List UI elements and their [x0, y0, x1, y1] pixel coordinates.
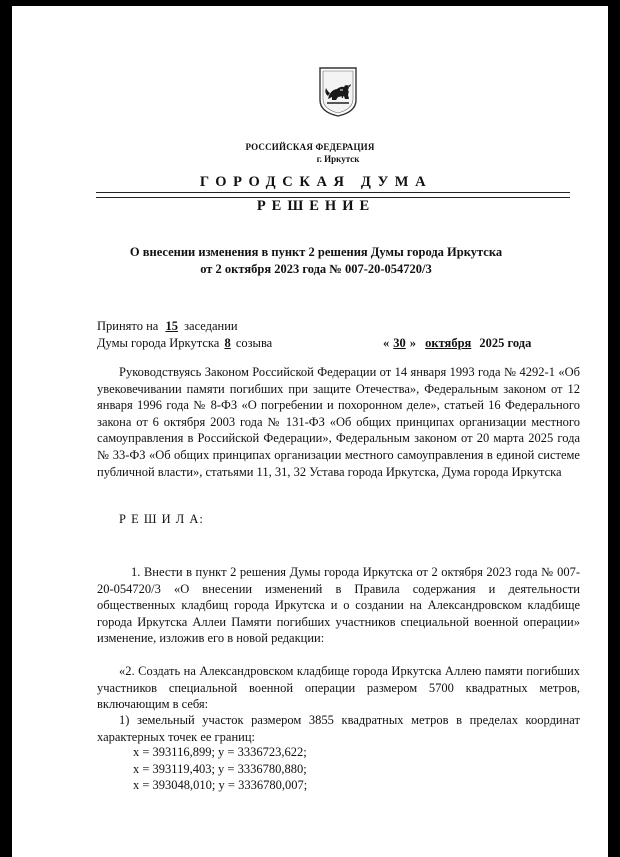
item-1-paragraph: [97, 564, 580, 647]
convocation-suffix: созыва: [235, 336, 273, 350]
session-number: 15: [165, 319, 178, 333]
date-day: 30: [393, 336, 406, 350]
subitem-1-text: 1) земельный участок размером 3855 квадратных метров в пределах координат характерных точек ее границ:: [97, 713, 580, 744]
document-type-title: РЕШЕНИЕ: [256, 198, 376, 214]
coordinate-row: х = 393048,010; у = 3336780,007;: [133, 778, 308, 792]
adoption-convocation-line: [97, 336, 272, 351]
subject-line-1: О внесении изменения в пункт 2 решения Думы города Иркутска: [129, 245, 503, 259]
date-month: октября: [425, 336, 472, 350]
duma-prefix: Думы города Иркутска: [97, 336, 220, 350]
subject-line-2: от 2 октября 2023 года № 007-20-054720/3: [200, 262, 432, 276]
coordinate-row: х = 393119,403; у = 3336780,880;: [133, 762, 307, 776]
adoption-date: [383, 336, 531, 351]
coordinate-row: х = 393116,899; у = 3336723,622;: [133, 745, 307, 759]
quoted-clause-paragraph: [97, 663, 580, 713]
date-open-quote: «: [383, 336, 390, 350]
preamble-paragraph: [97, 364, 580, 480]
date-close-quote: »: [409, 336, 416, 350]
adopted-prefix: Принято на: [97, 319, 159, 333]
decision-subject: [18, 244, 608, 278]
session-suffix: заседании: [184, 319, 238, 333]
date-year: 2025 года: [479, 336, 532, 350]
federation-title: РОССИЙСКАЯ ФЕДЕРАЦИЯ: [245, 142, 375, 152]
coat-of-arms-icon: [318, 66, 358, 118]
header-divider-top: [96, 192, 570, 193]
convocation-number: 8: [224, 336, 231, 350]
item-1-text: 1. Внести в пункт 2 решения Думы города Иркутска от 2 октября 2023 года № 007-20-054720/3 «О внесении изменений в Правила содержания и деятельности общественных кладбищ города Иркутска и о создании на Александровском кладбище города Иркутска Аллеи Памяти погибших участников специальной военной операции» изменение, изложив его в новой редакции:: [97, 565, 580, 646]
preamble-text: Руководствуясь Законом Российской Федерации от 14 января 1993 года № 4292-1 «Об увековечивании памяти погибших при защите Отечества», Федеральным законом от 12 января 1996 года № 8-ФЗ «О погребении и похоронном деле», статьей 16 Федерального закона от 6 октября 2003 года № 131-ФЗ «Об общих принципах организации местного самоуправления в Российской Федерации», Федеральным законом от 20 марта 2025 года № 33-ФЗ «Об общих принципах организации местного самоуправления в единой системе публичной власти», статьями 11, 31, 32 Устава города Иркутска, Дума города Иркутска: [97, 365, 580, 479]
adoption-session-line: [97, 319, 238, 334]
subitem-1-paragraph: [97, 712, 580, 745]
document-page: [12, 6, 608, 857]
quoted-clause-text: «2. Создать на Александровском кладбище города Иркутска Аллею памяти погибших участников специальной военной операции размером 5700 квадратных метров, включающим в себя:: [97, 664, 580, 712]
city-title: г. Иркутск: [316, 154, 360, 164]
duma-title: ГОРОДСКАЯ ДУМА: [199, 174, 433, 190]
resolved-heading: Р Е Ш И Л А:: [119, 512, 204, 526]
